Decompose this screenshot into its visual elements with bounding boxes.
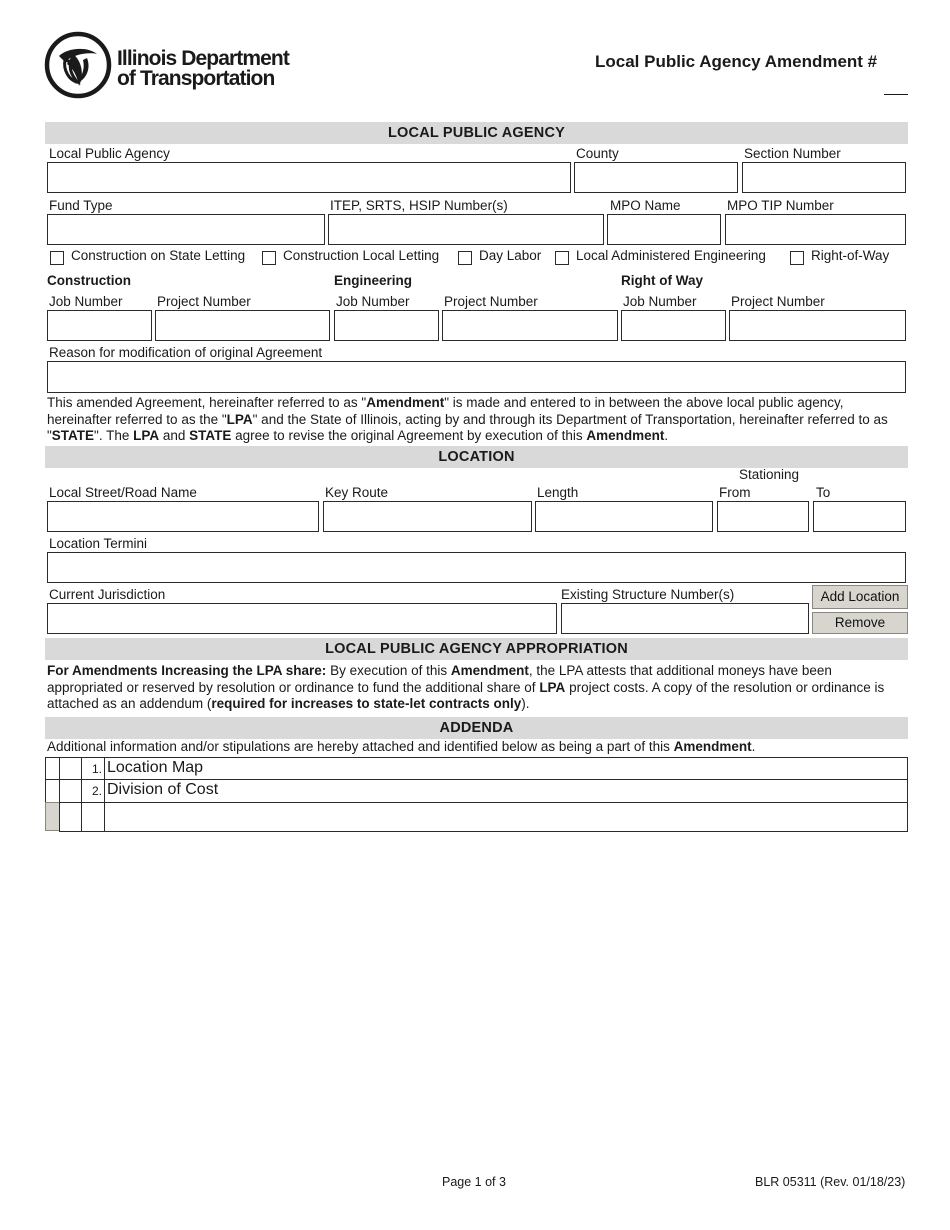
- checkbox-local-administered-engineering[interactable]: [555, 251, 569, 265]
- construction-project-number-label: Project Number: [157, 294, 251, 309]
- checkbox-label-construction-state-letting: Construction on State Letting: [71, 248, 246, 263]
- logo-text-line2: of Transportation: [117, 67, 275, 90]
- section-header-lpa: LOCAL PUBLIC AGENCY: [45, 122, 908, 144]
- checkbox-day-labor[interactable]: [458, 251, 472, 265]
- county-label: County: [576, 146, 619, 161]
- location-termini-label: Location Termini: [49, 536, 148, 551]
- construction-heading: Construction: [47, 273, 131, 288]
- form-id: BLR 05311 (Rev. 01/18/23): [755, 1175, 906, 1189]
- existing-structure-label: Existing Structure Number(s): [561, 587, 735, 602]
- current-jurisdiction-input[interactable]: [47, 603, 557, 634]
- construction-job-number-label: Job Number: [49, 294, 123, 309]
- reason-input[interactable]: [47, 361, 906, 393]
- section-number-input[interactable]: [742, 162, 906, 193]
- stationing-from-input[interactable]: [717, 501, 809, 532]
- addenda-row-text[interactable]: Division of Cost: [104, 779, 908, 803]
- mpo-tip-label: MPO TIP Number: [727, 198, 834, 213]
- amendment-number-field[interactable]: [884, 93, 908, 95]
- county-input[interactable]: [574, 162, 738, 193]
- add-location-button[interactable]: Add Location: [812, 585, 908, 609]
- street-name-label: Local Street/Road Name: [49, 485, 197, 500]
- idot-emblem-icon: [43, 30, 113, 100]
- fund-type-input[interactable]: [47, 214, 325, 245]
- engineering-job-number-input[interactable]: [334, 310, 439, 341]
- itep-input[interactable]: [328, 214, 604, 245]
- addenda-row-check[interactable]: [59, 802, 82, 832]
- existing-structure-input[interactable]: [561, 603, 809, 634]
- checkbox-right-of-way[interactable]: [790, 251, 804, 265]
- row-job-number-input[interactable]: [621, 310, 726, 341]
- addenda-intro: Additional information and/or stipulations are hereby attached and identified below as being a part of this Amendment.: [47, 739, 756, 754]
- length-label: Length: [537, 485, 579, 500]
- addenda-row-text[interactable]: [104, 802, 908, 832]
- reason-label: Reason for modification of original Agreement: [49, 345, 323, 360]
- itep-label: ITEP, SRTS, HSIP Number(s): [330, 198, 508, 213]
- engineering-project-number-input[interactable]: [442, 310, 618, 341]
- addenda-row-number: [81, 802, 105, 832]
- right-of-way-heading: Right of Way: [621, 273, 703, 288]
- addenda-row-select[interactable]: [45, 779, 60, 803]
- addenda-row-select[interactable]: [45, 757, 60, 780]
- idot-logo: [43, 30, 303, 102]
- key-route-label: Key Route: [325, 485, 389, 500]
- checkbox-label-local-administered-engineering: Local Administered Engineering: [576, 248, 766, 263]
- mpo-name-label: MPO Name: [610, 198, 681, 213]
- remove-location-button[interactable]: Remove: [812, 612, 908, 634]
- engineering-heading: Engineering: [334, 273, 413, 288]
- form-title: Local Public Agency Amendment #: [595, 52, 878, 71]
- current-jurisdiction-label: Current Jurisdiction: [49, 587, 166, 602]
- appropriation-paragraph: For Amendments Increasing the LPA share: By execution of this Amendment, the LPA attests that additional moneys have been appropriated or reserved by resolution or ordinance to fund the additional share of LPA project costs. A copy of the resolution or ordinance is attached as an addendum (required for increases to state-let contracts only).: [47, 663, 885, 711]
- addenda-row-select[interactable]: [45, 802, 60, 831]
- addenda-row-check[interactable]: [59, 757, 82, 780]
- row-project-number-input[interactable]: [729, 310, 906, 341]
- mpo-name-input[interactable]: [607, 214, 721, 245]
- stationing-label: Stationing: [739, 467, 800, 482]
- engineering-job-number-label: Job Number: [336, 294, 410, 309]
- construction-job-number-input[interactable]: [47, 310, 152, 341]
- section-header-addenda: ADDENDA: [45, 717, 908, 739]
- fund-type-label: Fund Type: [49, 198, 113, 213]
- agreement-paragraph: This amended Agreement, hereinafter referred to as "Amendment" is made and entered to in between the above local public agency, hereinafter referred to as the "LPA" and the State of Illinois, acting by and through its Department of Transportation, hereinafter referred to as "STATE". The LPA and STATE agree to revise the original Agreement by execution of this Amendment.: [47, 395, 888, 443]
- logo-text-line1: Illinois Department: [117, 47, 289, 70]
- checkbox-construction-local-letting[interactable]: [262, 251, 276, 265]
- section-header-location: LOCATION: [45, 446, 908, 468]
- addenda-row-number: 2.: [81, 779, 105, 803]
- checkbox-construction-state-letting[interactable]: [50, 251, 64, 265]
- key-route-input[interactable]: [323, 501, 532, 532]
- checkbox-label-construction-local-letting: Construction Local Letting: [283, 248, 440, 263]
- length-input[interactable]: [535, 501, 713, 532]
- stationing-to-label: To: [816, 485, 831, 500]
- addenda-row-check[interactable]: [59, 779, 82, 803]
- checkbox-label-right-of-way: Right-of-Way: [811, 248, 890, 263]
- section-number-label: Section Number: [744, 146, 841, 161]
- location-termini-input[interactable]: [47, 552, 906, 583]
- stationing-from-label: From: [719, 485, 751, 500]
- addenda-row-number: 1.: [81, 757, 105, 780]
- row-job-number-label: Job Number: [623, 294, 697, 309]
- lpa-input[interactable]: [47, 162, 571, 193]
- stationing-to-input[interactable]: [813, 501, 906, 532]
- page-number: Page 1 of 3: [442, 1175, 506, 1189]
- engineering-project-number-label: Project Number: [444, 294, 538, 309]
- addenda-table: [45, 757, 908, 832]
- section-header-appropriation: LOCAL PUBLIC AGENCY APPROPRIATION: [45, 638, 908, 660]
- addenda-row-text[interactable]: Location Map: [104, 757, 908, 780]
- lpa-label: Local Public Agency: [49, 146, 170, 161]
- construction-project-number-input[interactable]: [155, 310, 330, 341]
- street-name-input[interactable]: [47, 501, 319, 532]
- checkbox-label-day-labor: Day Labor: [479, 248, 542, 263]
- row-project-number-label: Project Number: [731, 294, 825, 309]
- mpo-tip-input[interactable]: [725, 214, 906, 245]
